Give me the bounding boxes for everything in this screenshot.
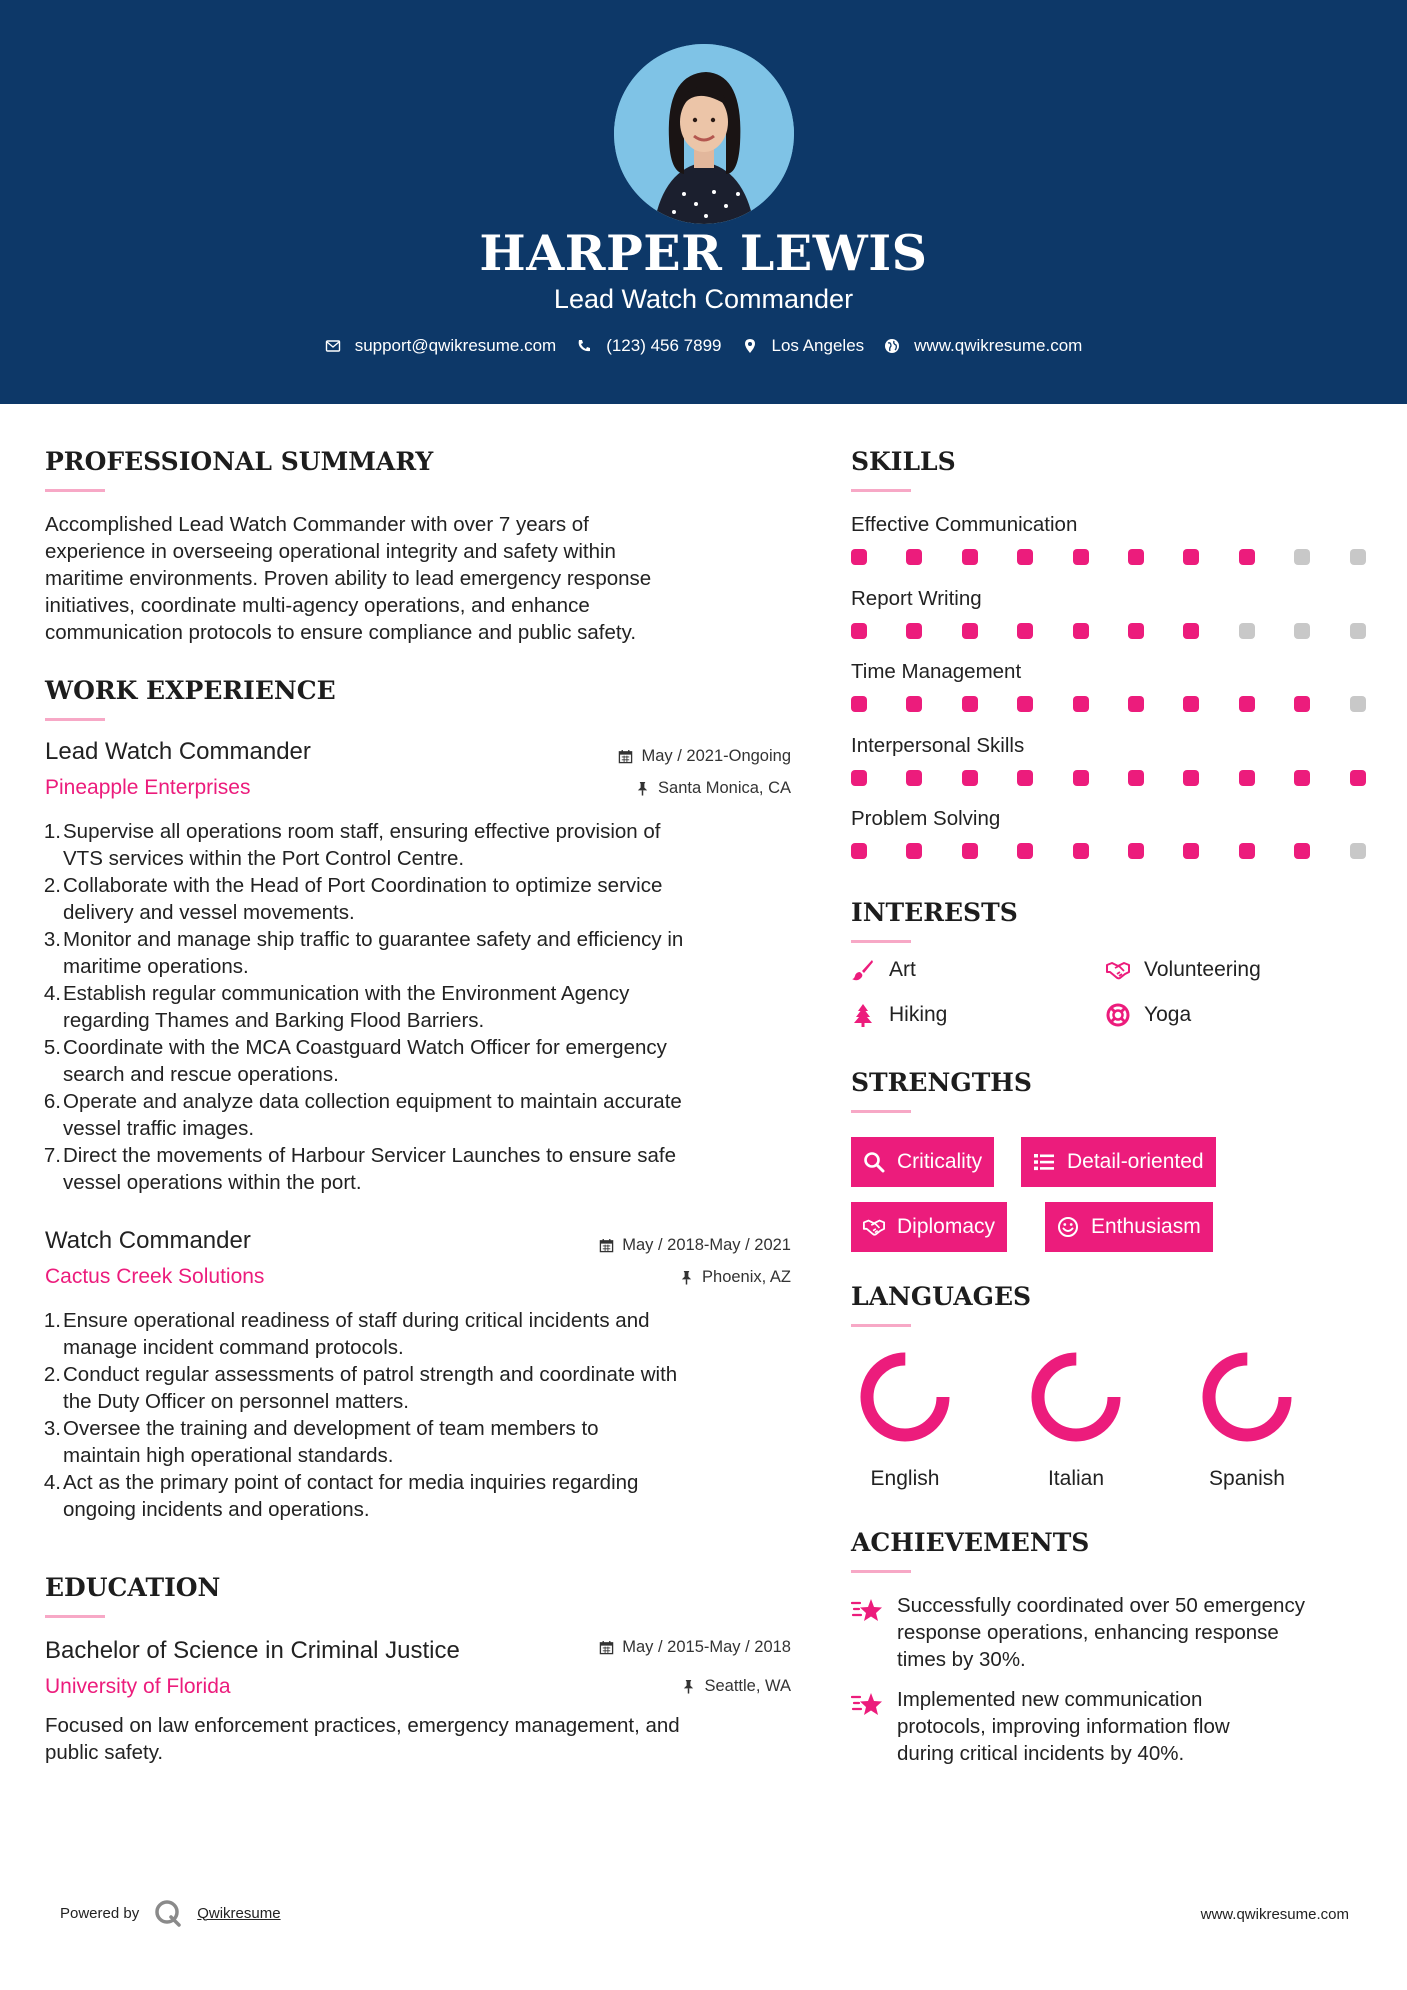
handshake-icon <box>863 1216 885 1238</box>
job-title: Lead Watch Commander <box>45 738 311 765</box>
item-number: 5. <box>43 1036 61 1059</box>
rating-dot-filled <box>1128 696 1144 712</box>
strength-diplomacy <box>851 1202 1007 1252</box>
summary-line: initiatives, coordinate multi-agency operations, and enhance <box>45 594 590 617</box>
duty-line: Coordinate with the MCA Coastguard Watch Officer for emergency <box>63 1036 667 1059</box>
strength-enthusiasm <box>1045 1202 1213 1252</box>
rating-dot-filled <box>851 770 867 786</box>
skills-underline <box>851 489 911 492</box>
rating-dot-filled <box>851 696 867 712</box>
star-icon <box>851 1594 883 1626</box>
duty-line: vessel traffic images. <box>63 1117 255 1140</box>
rating-dot-filled <box>1128 623 1144 639</box>
contact-email[interactable] <box>325 336 557 356</box>
item-number: 4. <box>43 1471 61 1494</box>
achievement-item <box>851 1592 1371 1673</box>
interest-yoga <box>1106 1003 1191 1027</box>
item-number: 3. <box>43 928 61 951</box>
job-location <box>679 1268 791 1287</box>
rating-dot-filled <box>1073 770 1089 786</box>
rating-dot-empty <box>1239 623 1255 639</box>
summary-line: communication protocols to ensure compliance and public safety. <box>45 621 637 644</box>
dates-text: May / 2018-May / 2021 <box>622 1236 791 1254</box>
skill-rating <box>851 770 1366 786</box>
degree-title: Bachelor of Science in Criminal Justice <box>45 1637 460 1664</box>
rating-dot-filled <box>1128 843 1144 859</box>
interest-label: Yoga <box>1144 1003 1192 1026</box>
item-number: 2. <box>43 1363 61 1386</box>
website-text: www.qwikresume.com <box>914 336 1083 355</box>
gauge-arc <box>1038 1359 1114 1435</box>
achievement-text <box>897 1686 1230 1767</box>
duty-line: ongoing incidents and operations. <box>63 1498 370 1521</box>
duty-line: Monitor and manage ship traffic to guarantee safety and efficiency in <box>63 928 684 951</box>
strength-criticality <box>851 1137 994 1187</box>
location-text: Phoenix, AZ <box>702 1268 791 1286</box>
strengths-underline <box>851 1110 911 1113</box>
powered-by-text: Powered by <box>60 1904 140 1922</box>
rating-dot-filled <box>906 549 922 565</box>
achievement-text <box>897 1592 1305 1673</box>
skills-heading: SKILLS <box>851 447 956 476</box>
rating-dot-empty <box>1350 623 1366 639</box>
duty-line: Direct the movements of Harbour Servicer Launches to ensure safe <box>63 1144 677 1167</box>
rating-dot-filled <box>1239 549 1255 565</box>
rating-dot-filled <box>1294 696 1310 712</box>
dates-text: May / 2021-Ongoing <box>641 747 791 765</box>
rating-dot-filled <box>962 696 978 712</box>
rating-dot-filled <box>1073 623 1089 639</box>
summary-line: experience in overseeing operational integrity and safety within <box>45 540 616 563</box>
item-number: 1. <box>43 820 61 843</box>
interest-volunteering <box>1106 958 1261 982</box>
rating-dot-empty <box>1294 549 1310 565</box>
achievement-line: during critical incidents by 40%. <box>897 1742 1185 1765</box>
rating-dot-filled <box>1017 696 1033 712</box>
strength-detail-oriented <box>1021 1137 1216 1187</box>
list-item <box>45 980 795 1034</box>
map-pin-icon <box>742 338 758 354</box>
duty-line: maintain high operational standards. <box>63 1444 394 1467</box>
rating-dot-filled <box>1017 770 1033 786</box>
summary-heading: PROFESSIONAL SUMMARY <box>45 447 434 476</box>
rating-dot-filled <box>962 623 978 639</box>
item-number: 2. <box>43 874 61 897</box>
list-item <box>45 1088 795 1142</box>
gauge-arc <box>867 1359 943 1435</box>
duty-line: Supervise all operations room staff, ensuring effective provision of <box>63 820 661 843</box>
star-icon <box>851 1688 883 1720</box>
rating-dot-filled <box>1183 770 1199 786</box>
envelope-icon <box>325 338 341 354</box>
duty-line: Establish regular communication with the Environment Agency <box>63 982 630 1005</box>
skill-rating <box>851 549 1366 565</box>
paintbrush-icon <box>851 958 875 982</box>
pushpin-icon <box>681 1679 696 1694</box>
achievement-line: protocols, improving information flow <box>897 1715 1230 1738</box>
interest-label: Hiking <box>889 1003 948 1026</box>
education-heading: EDUCATION <box>45 1573 221 1602</box>
list-item <box>45 1034 795 1088</box>
rating-dot-filled <box>1294 843 1310 859</box>
brand-link[interactable]: Qwikresume <box>197 1904 281 1922</box>
interest-label: Volunteering <box>1144 958 1261 981</box>
interest-art <box>851 958 916 982</box>
list-item <box>45 1142 795 1196</box>
rating-dot-filled <box>962 770 978 786</box>
pushpin-icon <box>635 781 650 796</box>
duty-line: search and rescue operations. <box>63 1063 339 1086</box>
location-text: Seattle, WA <box>704 1677 791 1695</box>
rating-dot-filled <box>1183 843 1199 859</box>
list-item <box>45 1469 795 1523</box>
rating-dot-filled <box>1183 623 1199 639</box>
rating-dot-filled <box>1017 549 1033 565</box>
description-line: Focused on law enforcement practices, emergency management, and <box>45 1714 680 1737</box>
duty-line: Operate and analyze data collection equipment to maintain accurate <box>63 1090 682 1113</box>
rating-dot-filled <box>851 623 867 639</box>
rating-dot-filled <box>1350 770 1366 786</box>
calendar-icon <box>599 1640 614 1655</box>
education-description <box>45 1712 805 1766</box>
job-location <box>635 779 791 798</box>
skill-name: Problem Solving <box>851 807 1001 830</box>
education-dates <box>599 1638 791 1657</box>
strength-label: Criticality <box>897 1150 983 1173</box>
list-item <box>45 1307 795 1361</box>
footer-branding <box>60 1898 281 1928</box>
rating-dot-filled <box>962 843 978 859</box>
profile-photo <box>614 44 794 224</box>
item-number: 1. <box>43 1309 61 1332</box>
achievement-line: times by 30%. <box>897 1648 1026 1671</box>
skill-rating <box>851 623 1366 639</box>
rating-dot-filled <box>906 623 922 639</box>
calendar-icon <box>599 1238 614 1253</box>
rating-dot-empty <box>1350 843 1366 859</box>
lifebuoy-icon <box>1106 1003 1130 1027</box>
summary-underline <box>45 489 105 492</box>
rating-dot-filled <box>1073 696 1089 712</box>
rating-dot-filled <box>906 696 922 712</box>
qwikresume-logo-icon <box>153 1898 183 1928</box>
summary-line: maritime environments. Proven ability to lead emergency response <box>45 567 652 590</box>
candidate-name: HARPER LEWIS <box>479 224 928 282</box>
job-dates <box>599 1236 791 1255</box>
language-name: Spanish <box>1209 1467 1285 1490</box>
job-title: Watch Commander <box>45 1227 251 1254</box>
summary-line: Accomplished Lead Watch Commander with over 7 years of <box>45 513 589 536</box>
pushpin-icon <box>679 1270 694 1285</box>
list-item <box>45 872 795 926</box>
list-item <box>45 818 795 872</box>
rating-dot-filled <box>1239 696 1255 712</box>
languages-underline <box>851 1324 911 1327</box>
rating-dot-filled <box>906 843 922 859</box>
school-name: University of Florida <box>45 1675 231 1698</box>
rating-dot-filled <box>1128 770 1144 786</box>
duty-line: regarding Thames and Barking Flood Barriers. <box>63 1009 485 1032</box>
rating-dot-filled <box>1183 549 1199 565</box>
contact-location <box>742 336 865 356</box>
rating-dot-empty <box>1350 549 1366 565</box>
job-dates <box>618 747 791 766</box>
experience-heading: WORK EXPERIENCE <box>45 676 336 705</box>
skill-rating <box>851 843 1366 859</box>
phone-text: (123) 456 7899 <box>606 336 722 355</box>
language-name: English <box>870 1467 940 1490</box>
description-line: public safety. <box>45 1741 164 1764</box>
skill-rating <box>851 696 1366 712</box>
globe-icon <box>884 338 900 354</box>
language-item <box>1011 1349 1141 1491</box>
rating-dot-filled <box>1183 696 1199 712</box>
rating-dot-filled <box>1073 843 1089 859</box>
strength-label: Diplomacy <box>897 1215 996 1238</box>
language-name: Italian <box>1047 1467 1105 1490</box>
contact-phone[interactable] <box>576 336 721 356</box>
dates-text: May / 2015-May / 2018 <box>622 1638 791 1656</box>
achievement-line: Implemented new communication <box>897 1688 1203 1711</box>
duty-line: VTS services within the Port Control Centre. <box>63 847 465 870</box>
experience-underline <box>45 718 105 721</box>
footer-url[interactable]: www.qwikresume.com <box>1200 1906 1349 1923</box>
interests-underline <box>851 940 911 943</box>
education-underline <box>45 1615 105 1618</box>
language-gauge <box>1028 1349 1124 1445</box>
list-icon <box>1033 1151 1055 1173</box>
duty-line: vessel operations within the port. <box>63 1171 362 1194</box>
rating-dot-filled <box>1017 623 1033 639</box>
tree-icon <box>851 1003 875 1027</box>
strength-label: Detail-oriented <box>1067 1150 1204 1173</box>
resume-header <box>0 0 1407 404</box>
duty-line: the Duty Officer on personnel matters. <box>63 1390 410 1413</box>
phone-icon <box>576 338 592 354</box>
duty-line: Act as the primary point of contact for media inquiries regarding <box>63 1471 639 1494</box>
interest-hiking <box>851 1003 947 1027</box>
item-number: 6. <box>43 1090 61 1113</box>
language-gauge <box>857 1349 953 1445</box>
rating-dot-filled <box>1239 843 1255 859</box>
contact-website[interactable] <box>884 336 1082 356</box>
interests-heading: INTERESTS <box>851 898 1018 927</box>
list-item <box>45 1415 795 1469</box>
item-number: 4. <box>43 982 61 1005</box>
rating-dot-filled <box>1294 770 1310 786</box>
item-number: 7. <box>43 1144 61 1167</box>
achievement-item <box>851 1686 1371 1767</box>
rating-dot-filled <box>1073 549 1089 565</box>
rating-dot-filled <box>1239 770 1255 786</box>
education-location <box>681 1677 791 1696</box>
list-item <box>45 1361 795 1415</box>
portrait-illustration <box>614 44 794 224</box>
duty-line: delivery and vessel movements. <box>63 901 355 924</box>
language-item <box>840 1349 970 1491</box>
strengths-heading: STRENGTHS <box>851 1068 1032 1097</box>
job-duties-list <box>45 818 795 1196</box>
languages-heading: LANGUAGES <box>851 1282 1032 1311</box>
rating-dot-filled <box>906 770 922 786</box>
rating-dot-filled <box>962 549 978 565</box>
duty-line: maritime operations. <box>63 955 249 978</box>
calendar-icon <box>618 749 633 764</box>
interest-label: Art <box>889 958 916 981</box>
rating-dot-filled <box>1017 843 1033 859</box>
company-name: Cactus Creek Solutions <box>45 1265 265 1288</box>
strength-label: Enthusiasm <box>1091 1215 1201 1238</box>
duty-line: Conduct regular assessments of patrol strength and coordinate with <box>63 1363 678 1386</box>
language-gauge <box>1199 1349 1295 1445</box>
company-name: Pineapple Enterprises <box>45 776 251 799</box>
skill-name: Time Management <box>851 660 1022 683</box>
candidate-role: Lead Watch Commander <box>553 284 854 314</box>
achievements-heading: ACHIEVEMENTS <box>851 1528 1090 1557</box>
rating-dot-empty <box>1350 696 1366 712</box>
rating-dot-filled <box>851 843 867 859</box>
achievement-line: Successfully coordinated over 50 emergency <box>897 1594 1305 1617</box>
rating-dot-filled <box>851 549 867 565</box>
smile-icon <box>1057 1216 1079 1238</box>
duty-line: Ensure operational readiness of staff during critical incidents and <box>63 1309 650 1332</box>
achievements-underline <box>851 1570 911 1573</box>
gauge-arc <box>1209 1359 1285 1435</box>
rating-dot-filled <box>1128 549 1144 565</box>
location-text: Santa Monica, CA <box>658 779 791 797</box>
duty-line: Oversee the training and development of team members to <box>63 1417 599 1440</box>
location-text: Los Angeles <box>771 336 865 355</box>
contact-bar <box>0 336 1407 356</box>
item-number: 3. <box>43 1417 61 1440</box>
skill-name: Effective Communication <box>851 513 1078 536</box>
rating-dot-empty <box>1294 623 1310 639</box>
achievement-line: response operations, enhancing response <box>897 1621 1279 1644</box>
search-icon <box>863 1151 885 1173</box>
email-text: support@qwikresume.com <box>354 336 557 355</box>
language-item <box>1182 1349 1312 1491</box>
skill-name: Interpersonal Skills <box>851 733 1025 757</box>
summary-text <box>45 511 805 646</box>
duty-line: Collaborate with the Head of Port Coordination to optimize service <box>63 874 663 897</box>
list-item <box>45 926 795 980</box>
duty-line: manage incident command protocols. <box>63 1336 404 1359</box>
skill-name: Report Writing <box>851 586 982 610</box>
job-duties-list <box>45 1307 795 1523</box>
handshake-icon <box>1106 958 1130 982</box>
